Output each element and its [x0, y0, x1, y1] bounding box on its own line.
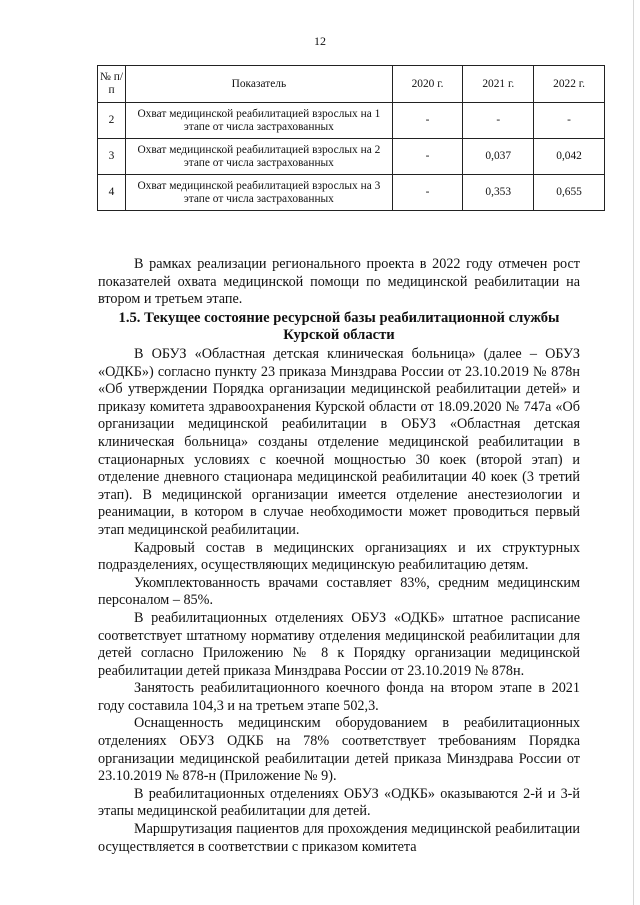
cell-2022: - — [534, 103, 605, 139]
header-indicator: Показатель — [126, 66, 393, 103]
table-header-row — [98, 66, 605, 103]
paragraph: В реабилитационных отделениях ОБУЗ «ОДКБ» штатное расписание соответствует штатному нормативу отделения медицинской реабилитации для детей согласно Приложению № 8 к Порядку организации медицинской реабилитации детей приказа Минздрава России от 23.10.2019 № 878н. — [98, 609, 580, 679]
cell-2020: - — [392, 103, 463, 139]
section-heading-line — [98, 310, 580, 344]
paragraph: В ОБУЗ «Областная детская клиническая больница» (далее – ОБУЗ «ОДКБ») согласно пункту 23 приказа Минздрава России от 23.10.2019 № 878н «Об утверждении Порядка организации медицинской реабилитации детей» и приказу комитета здравоохранения Курской области от 18.09.2020 № 747а «Об организации медицинской реабилитации в ОБУЗ «Областная детская клиническая больница» созданы отделение медицинской реабилитации в стационарных условиях с коечной мощностью 30 коек (второй этап) и отделение дневного стационара медицинской реабилитации 40 коек (3 третий этап). В медицинской организации имеется отделение анестезиологии и реанимации, в котором в случае необходимости может проводиться первый этап медицинской реабилитации. — [98, 346, 580, 538]
cell-indicator: Охват медицинской реабилитацией взрослых на 3 этапе от числа застрахованных — [126, 175, 393, 211]
paragraph: В реабилитационных отделениях ОБУЗ «ОДКБ» оказываются 2-й и 3-й этапы медицинской реабилитации для детей. — [98, 785, 580, 820]
cell-2021: 0,037 — [463, 139, 534, 175]
header-2021: 2021 г. — [463, 66, 534, 103]
table-row — [98, 103, 605, 139]
cell-num: 4 — [98, 175, 126, 211]
paragraph: Укомплектованность врачами составляет 83%, средним медицинским персоналом – 85%. — [98, 574, 580, 609]
table-row — [98, 139, 605, 175]
section-title: Текущее состояние ресурсной базы реабилитационной службы Курской области — [144, 310, 560, 343]
body-text — [98, 346, 580, 856]
paragraph: Кадровый состав в медицинских организациях и их структурных подразделениях, осуществляющих медицинскую реабилитацию детям. — [98, 539, 580, 574]
paragraph: Оснащенность медицинским оборудованием в реабилитационных отделениях ОБУЗ ОДКБ на 78% соответствует требованиям Порядка организации медицинской реабилитации детей приказа Минздрава России от 23.10.2019 № 878-н (Приложение № 9). — [98, 715, 580, 785]
cell-2022: 0,655 — [534, 175, 605, 211]
cell-indicator: Охват медицинской реабилитацией взрослых на 2 этапе от числа застрахованных — [126, 139, 393, 175]
section-number: 1.5. — [118, 310, 141, 326]
paragraph: Занятость реабилитационного коечного фонда на втором этапе в 2021 году составила 104,3 и на третьем этапе 502,3. — [98, 680, 580, 714]
cell-2020: - — [392, 139, 463, 175]
paragraph: Маршрутизация пациентов для прохождения медицинской реабилитации осуществляется в соответствии с приказом комитета — [98, 821, 580, 855]
cell-num: 3 — [98, 139, 126, 175]
intro-paragraph: В рамках реализации регионального проекта в 2022 году отмечен рост показателей охвата медицинской помощи по медицинской реабилитации на втором и третьем этапе. — [98, 256, 580, 308]
page-edge — [633, 0, 634, 905]
header-2020: 2020 г. — [392, 66, 463, 103]
page-number: 12 — [314, 34, 326, 48]
cell-2020: - — [392, 175, 463, 211]
indicators-table — [97, 65, 605, 211]
cell-2021: 0,353 — [463, 175, 534, 211]
header-num: № п/п — [98, 66, 126, 103]
cell-2021: - — [463, 103, 534, 139]
cell-2022: 0,042 — [534, 139, 605, 175]
header-2022: 2022 г. — [534, 66, 605, 103]
section-heading — [98, 310, 580, 344]
cell-indicator: Охват медицинской реабилитацией взрослых на 1 этапе от числа застрахованных — [126, 103, 393, 139]
cell-num: 2 — [98, 103, 126, 139]
table-row — [98, 175, 605, 211]
